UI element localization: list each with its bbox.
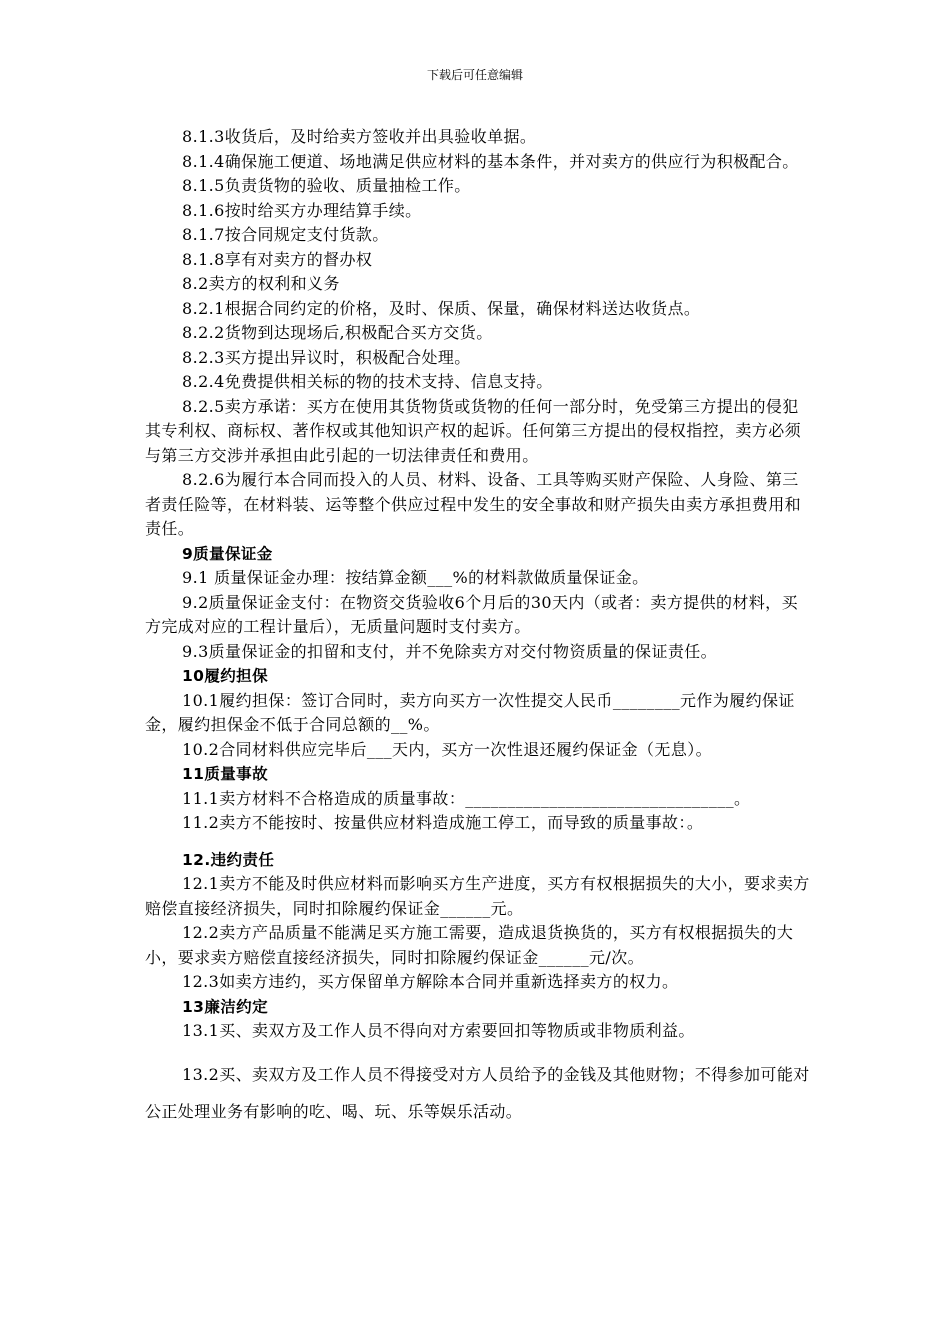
clause-paragraph: 12.1卖方不能及时供应材料而影响买方生产进度，买方有权根据损失的大小，要求卖方赔偿直接经济损失，同时扣除履约保证金______元。 xyxy=(145,874,810,918)
clause-paragraph: 8.1.4确保施工便道、场地满足供应材料的基本条件，并对卖方的供应行为积极配合。 xyxy=(182,151,799,171)
section-heading: 9质量保证金 xyxy=(182,544,273,563)
clause-paragraph: 8.2.3买方提出异议时，积极配合处理。 xyxy=(182,347,471,367)
clause-paragraph: 13.2买、卖双方及工作人员不得接受对方人员给予的金钱及其他财物；不得参加可能对公正处理业务有影响的吃、喝、玩、乐等娱乐活动。 xyxy=(145,1064,810,1121)
section-heading: 10履约担保 xyxy=(182,667,268,685)
document-body xyxy=(145,125,813,1130)
clause-paragraph: 8.1.5负责货物的验收、质量抽检工作。 xyxy=(182,176,471,195)
clause-paragraph: 8.1.7按合同规定支付货款。 xyxy=(182,225,389,244)
clause-paragraph: 8.1.3收货后，及时给卖方签收并出具验收单据。 xyxy=(182,127,537,146)
clause-paragraph: 8.2.4免费提供相关标的物的技术支持、信息支持。 xyxy=(182,372,553,391)
clause-paragraph: 10.1履约担保：签订合同时，卖方向买方一次性提交人民币________元作为履约保证金，履约担保金不低于合同总额的__%。 xyxy=(145,690,795,734)
page-header: 下载后可任意编辑 xyxy=(426,68,523,82)
clause-paragraph: 11.2卖方不能按时、按量供应材料造成施工停工，而导致的质量事故：。 xyxy=(182,813,704,832)
clause-paragraph: 9.2质量保证金支付：在物资交货验收6个月后的30天内（或者：卖方提供的材料，买方完成对应的工程计量后），无质量问题时支付卖方。 xyxy=(145,592,798,636)
clause-paragraph: 12.3如卖方违约，买方保留单方解除本合同并重新选择卖方的权力。 xyxy=(182,972,679,991)
clause-paragraph: 8.2.2货物到达现场后,积极配合买方交货。 xyxy=(182,323,493,342)
clause-paragraph: 8.2.5卖方承诺：买方在使用其货物货或货物的任何一部分时，免受第三方提出的侵犯其专利权、商标权、著作权或其他知识产权的起诉。任何第三方提出的侵权指控，卖方必须与第三方交涉并承担由此引起的一切法律责任和费用。 xyxy=(145,396,802,465)
section-heading: 12.违约责任 xyxy=(182,850,275,869)
clause-paragraph: 12.2卖方产品质量不能满足买方施工需要，造成退货换货的，买方有权根据损失的大小，要求卖方赔偿直接经济损失，同时扣除履约保证金______元/次。 xyxy=(145,923,794,967)
clause-paragraph: 13.1买、卖双方及工作人员不得向对方索要回扣等物质或非物质利益。 xyxy=(182,1021,695,1040)
clause-paragraph: 9.3质量保证金的扣留和支付，并不免除卖方对交付物资质量的保证责任。 xyxy=(182,641,718,661)
clause-paragraph: 11.1卖方材料不合格造成的质量事故：________________________________。 xyxy=(182,788,751,808)
clause-paragraph: 8.2.6为履行本合同而投入的人员、材料、设备、工具等购买财产保险、人身险、第三者责任险等，在材料装、运等整个供应过程中发生的安全事故和财产损失由卖方承担费用和责任。 xyxy=(145,470,802,538)
clause-paragraph: 8.1.8享有对卖方的督办权 xyxy=(182,249,373,269)
section-heading: 11质量事故 xyxy=(182,765,268,783)
clause-paragraph: 8.2卖方的权利和义务 xyxy=(182,274,340,293)
clause-paragraph: 8.1.6按时给买方办理结算手续。 xyxy=(182,200,422,220)
clause-paragraph: 9.1 质量保证金办理：按结算金额___%的材料款做质量保证金。 xyxy=(182,568,649,587)
section-heading: 13廉洁约定 xyxy=(182,997,268,1016)
clause-paragraph: 8.2.1根据合同约定的价格，及时、保质、保量，确保材料送达收货点。 xyxy=(182,298,701,318)
clause-paragraph: 10.2合同材料供应完毕后___天内，买方一次性退还履约保证金（无息）。 xyxy=(182,739,713,759)
